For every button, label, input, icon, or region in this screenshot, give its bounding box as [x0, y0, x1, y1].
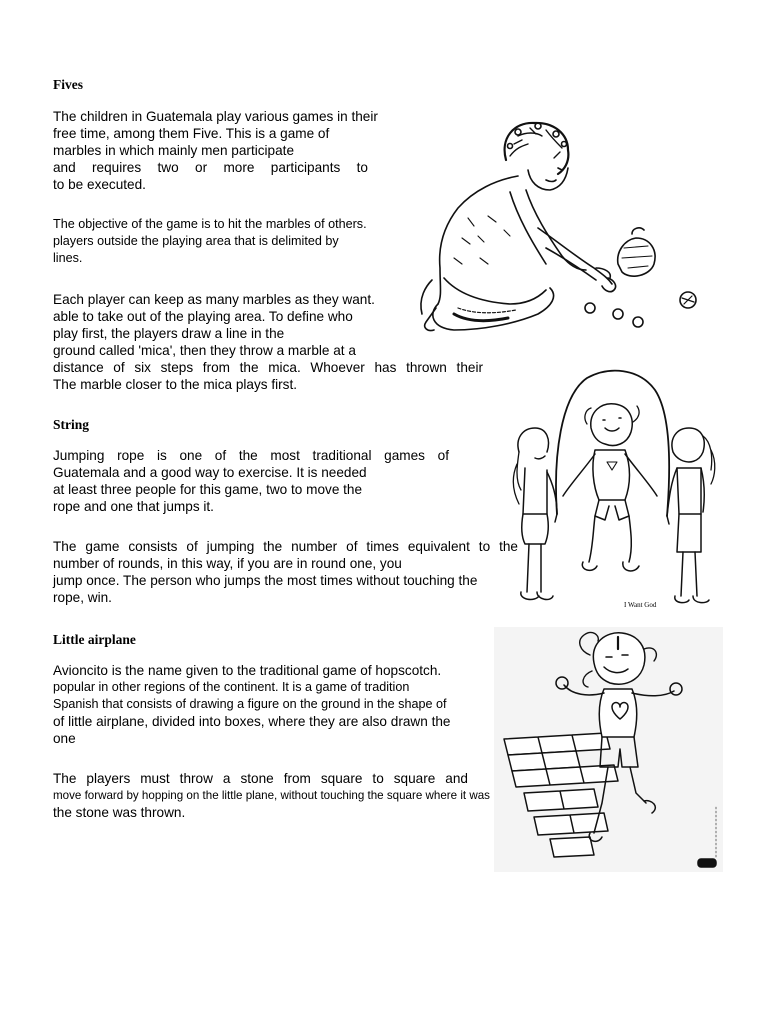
text-line: play first, the players draw a line in the [53, 326, 285, 341]
text-line: The marble closer to the mica plays first. [53, 377, 298, 392]
fives-paragraph-2 [53, 216, 367, 267]
text-line: popular in other regions of the continent. It is a game of tradition [53, 680, 410, 694]
text-line: The children in Guatemala play various games in their [53, 109, 378, 124]
text-line: Guatemala and a good way to exercise. It is needed [53, 465, 367, 480]
text-line: rope, win. [53, 590, 112, 605]
text-line: rope and one that jumps it. [53, 499, 214, 514]
text-line: Jumping rope is one of the most traditional games of [53, 448, 449, 463]
heading-little-airplane: Little airplane [53, 632, 136, 647]
airplane-paragraph-2 [53, 770, 490, 821]
text-line: able to take out of the playing area. To define who [53, 309, 353, 324]
text-line: number of rounds, in this way, if you are in round one, you [53, 556, 402, 571]
heading-fives: Fives [53, 77, 83, 92]
text-line: and requires two or more participants to [53, 160, 368, 175]
text-line: free time, among them Five. This is a game of [53, 126, 330, 141]
text-line: The objective of the game is to hit the marbles of others. [53, 217, 367, 231]
heading-string: String [53, 417, 90, 432]
text-line: Spanish that consists of drawing a figure on the ground in the shape of [53, 697, 447, 711]
text-line: the stone was thrown. [53, 805, 186, 820]
string-paragraph-2 [53, 538, 518, 606]
text-line: players outside the playing area that is delimited by [53, 234, 339, 248]
text-line: of little airplane, divided into boxes, where they are also drawn the [53, 714, 451, 729]
text-line: one [53, 731, 76, 746]
hopscotch-illustration [494, 627, 723, 872]
text-line: ground called 'mica', then they throw a marble at a [53, 343, 356, 358]
string-paragraph-1 [53, 447, 449, 515]
text-line: jump once. The person who jumps the most times without touching the [53, 573, 478, 588]
fives-paragraph-1 [53, 108, 378, 193]
airplane-paragraph-1 [53, 662, 450, 747]
text-line: The players must throw a stone from square to square and [53, 771, 468, 786]
text-line: distance of six steps from the mica. Whoever has thrown their [53, 360, 483, 375]
text-line: move forward by hopping on the little plane, without touching the square where it was [53, 789, 490, 802]
text-line: Each player can keep as many marbles as they want. [53, 292, 375, 307]
text-line: at least three people for this game, two to move the [53, 482, 363, 497]
text-line: Avioncito is the name given to the traditional game of hopscotch. [53, 663, 442, 678]
text-line: The game consists of jumping the number of times equivalent to the [53, 539, 518, 554]
text-line: marbles in which mainly men participate [53, 143, 295, 158]
text-line: lines. [53, 251, 83, 265]
jump-rope-illustration [505, 366, 724, 609]
text-line: to be executed. [53, 177, 146, 192]
marbles-child-illustration [418, 118, 720, 336]
illustration-credit: I Want God [624, 601, 657, 609]
